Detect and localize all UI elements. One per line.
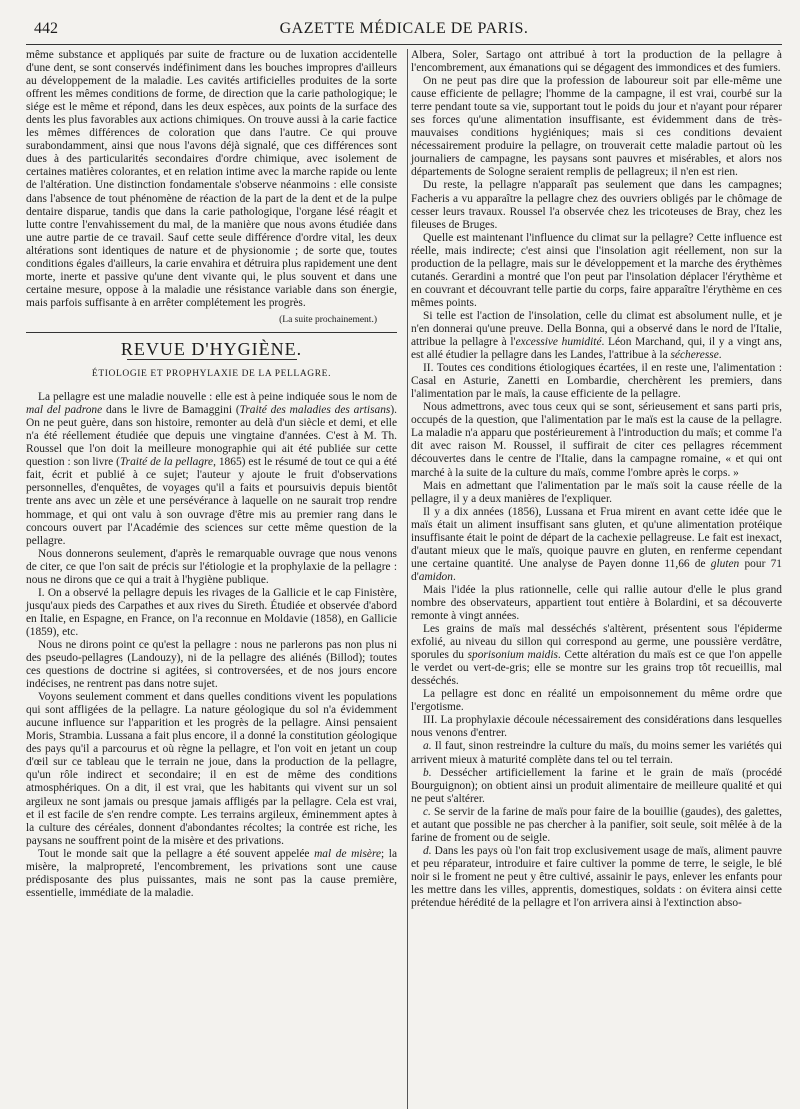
paragraph: Du reste, la pellagre n'apparaît pas seulement que dans les campagnes; Facheris a vu apparaître la pellagre chez des ouvriers obligés par le chômage de cesser leurs travaux. Roussel l'a observée chez les tricoteuses de Bray, chez les fileuses de Bruges.	[411, 179, 782, 231]
paragraph: La pellagre est une maladie nouvelle : elle est à peine indiquée sous le nom de mal del padrone dans le livre de Bamaggini (Traité des maladies des artisans). On ne peut guère, dans son histoire, remonter au delà d'un siècle et demi, et elle n'a été réellement étudiée que depuis une vingtaine d'années. C'est à M. Th. Roussel que l'on doit la meilleure monographie qui ait été publiée sur cette question : son livre (Traité de la pellagre, 1865) est le résumé de tout ce qui a été fait, écrit et publié à ce sujet; l'auteur y ajoute le fruit d'observations personnelles, d'enquêtes, de voyages qu'il a faits et poursuivis depuis bientôt trente ans avec un zèle et une persévérance à laquelle on ne saurait trop rendre hommage, et qui ont valu à son ouvrage d'être mis au premier rang dans le concours ouvert par l'Académie des sciences sur cette même question de la pellagre.	[26, 391, 397, 547]
paragraph: III. La prophylaxie découle nécessairement des considérations dans lesquelles nous venons d'entrer.	[411, 714, 782, 740]
paragraph: Si telle est l'action de l'insolation, celle du climat est absolument nulle, et je n'en donnerai qu'une preuve. Della Bonna, qui a observé dans le nord de l'Italie, attribue la pellagre à l'excessive humidité. Léon Marchand, qui, il y a vingt ans, est allé étudier la pellagre dans les Landes, l'attribue à la sécheresse.	[411, 309, 782, 362]
paragraph: Nous ne dirons point ce qu'est la pellagre : nous ne parlerons pas non plus ni des pseudo-pellagres (Landouzy), ni de la pellagre des aliénés (Billod); toutes ces questions de doctrine si agitées, si controversées, et de nos jours encore indécises, ne rentrent pas dans notre sujet.	[26, 638, 397, 691]
list-item: b. Dessécher artificiellement la farine et le grain de maïs (procédé Bourguignon); on obtient ainsi un produit alimentaire de meilleure qualité et qui ne peut s'altérer.	[411, 766, 782, 805]
journal-title: GAZETTE MÉDICALE DE PARIS.	[279, 20, 529, 37]
left-column	[26, 49, 397, 910]
paragraph: La pellagre est donc en réalité un empoisonnement du même ordre que l'ergotisme.	[411, 688, 782, 714]
continued-note: (La suite prochainement.)	[279, 314, 377, 325]
list-item: a. Il faut, sinon restreindre la culture du maïs, du moins semer les variétés qui arrivent mieux à maturité complète dans tel ou tel terrain.	[411, 740, 782, 766]
paragraph: Il y a dix années (1856), Lussana et Frua mirent en avant cette idée que le maïs était un aliment insuffisant sans gluten, et qu'une alimentation protéique insuffisante était le point de départ de la cachexie pellagreuse. Le fait est inexact, d'autant mieux que le maïs, quoique pauvre en gluten, en renferme cependant une certaine quantité. Une analyse de Payen donne 11,66 de gluten pour 71 d'amidon.	[411, 505, 782, 583]
paragraph: Nous admettrons, avec tous ceux qui se sont, sérieusement et sans parti pris, occupés de la question, que l'alimentation par le maïs est la cause de la pellagre. La maladie n'a apparu que postérieurement à l'introduction du maïs; et comme l'a dit avec raison M. Roussel, il suffirait de citer ces pellagres récemment découvertes dans le centre de l'Italie, dans la campagne romaine, « et qui ont marché à la suite de la culture du maïs, comme l'ombre après le corps. »	[411, 401, 782, 479]
paragraph: Albera, Soler, Sartago ont attribué à tort la production de la pellagre à l'encombrement, aux émanations qui se dégagent des immondices et des fumiers.	[411, 49, 782, 75]
section-subtitle: ÉTIOLOGIE ET PROPHYLAXIE DE LA PELLAGRE.	[91, 369, 332, 380]
paragraph: Quelle est maintenant l'influence du climat sur la pellagre? Cette influence est réelle, mais indirecte; c'est ainsi que l'insolation agit réellement, non sur la production de la pellagre, mais sur le développement et la marche des érythèmes cutanés. Gerardini a montré que l'on peut par l'insolation déplacer l'érythème et en couvrant et découvrant telle partie du corps, faire apparaître l'érythème en ces mêmes points.	[411, 231, 782, 309]
page-number: 442	[34, 20, 58, 37]
right-column	[411, 49, 782, 910]
paragraph: Mais l'idée la plus rationnelle, celle qui rallie autour d'elle le plus grand nombre des observateurs, appartient tout entière à Bolardini, et sa découverte remonte à vingt années.	[411, 583, 782, 623]
section-divider	[26, 332, 397, 333]
heading-underline	[127, 359, 297, 360]
list-item: c. Se servir de la farine de maïs pour faire de la bouillie (gaudes), des galettes, et autant que possible ne pas chercher à la panifier, soit seule, soit mêlée à de la farine de froment ou de seigle.	[411, 805, 782, 844]
paragraph: I. On a observé la pellagre depuis les rivages de la Gallicie et le cap Finistère, jusqu'aux pieds des Carpathes et aux rives du Sireth. Étudiée et observée d'abord en Italie, en Espagne, en France, on l'a reconnue en Moldavie (1858), en Gallicie (1859), etc.	[26, 586, 397, 638]
section-heading	[26, 338, 397, 360]
paragraph: Mais en admettant que l'alimentation par le maïs soit la cause réelle de la pellagre, il y a deux manières de l'expliquer.	[411, 479, 782, 505]
paragraph: Tout le monde sait que la pellagre a été souvent appelée mal de misère; la misère, la malpropreté, l'encombrement, les privations sont une cause prédisposante des plus puissantes, mais ne sont pas la cause première, essentielle, immédiate de la maladie.	[26, 847, 397, 899]
paragraph: II. Toutes ces conditions étiologiques écartées, il en reste une, l'alimentation : Casal en Asturie, Zanetti en Lombardie, cherchèrent les premiers, dans l'alimentation par le maïs, la cause efficiente de la pellagre.	[411, 362, 782, 401]
column-divider	[407, 49, 408, 1109]
paragraph: Voyons seulement comment et dans quelles conditions vivent les populations qui sont affligées de la pellagre. La nature géologique du sol n'a évidemment aucune influence sur l'apparition et les progrès de la pellagre. Ainsi pensaient Moris, Strambia. Lussana a fait plus encore, il a donné la constitution géologique des pays qu'il a parcourus et où règne la pellagre, et l'on voit en jetant un coup d'œil sur ce tableau que le terrain ne joue, dans la production de la pellagre, qu'un rôle indirect et secondaire; il en est de même des conditions atmosphériques. On a dit, il est vrai, que les habitants qui vivent sur un sol argileux ne sont jamais ou presque jamais affligés par la pellagre. Cela est vrai, et il est facile de s'en rendre compte. Les terrains argileux, éminemment aptes à la culture des céréales, donnent d'abondantes récoltes; la contrée est riche, les paysans ne souffrent point de la misère et des privations.	[26, 691, 397, 847]
list-item: d. Dans les pays où l'on fait trop exclusivement usage de maïs, aliment pauvre et peu réparateur, introduire et faire cultiver la pomme de terre, le seigle, le blé noir si le froment ne peut y être cultivé, assainir le pays, enlever les enfants pour les mettre dans les villes, apprentis, domestiques, soldats : on évitera ainsi cette prétendue hérédité de la pellagre et l'on arrivera ainsi à l'extinction abso-	[411, 844, 782, 910]
paragraph: On ne peut pas dire que la profession de laboureur soit par elle-même une cause efficiente de pellagre; l'homme de la campagne, il est vrai, courbé sur la terre pendant toute sa vie, supportant tout le poids du jour et n'ayant pour réparer ses forces qu'une alimentation insuffisante, est évidemment dans de très-mauvaises conditions hygiéniques; mais si ces conditions devaient nécessairement produire la pellagre, on trouverait cette maladie partout où les journaliers de campagne, les paysans sont pauvres et misérables, et alors nos départements de Sologne seraient remplis de pellagreux; il n'en est rien.	[411, 75, 782, 179]
paragraph: Les grains de maïs mal desséchés s'altèrent, présentent sous l'épiderme exfolié, au niveau du sillon qui correspond au germe, une poussière verdâtre, sporules du sporisonium maidis. Cette altération du maïs est ce que l'on appelle le verdet ou vert-de-gris; elle se montre sur les grains trop tôt recueillis, mal desséchés.	[411, 623, 782, 688]
article-columns	[26, 49, 782, 910]
section-title: REVUE D'HYGIÈNE.	[120, 338, 303, 359]
page-header	[26, 14, 782, 45]
intro-paragraph: même substance et appliqués par suite de fracture ou de luxation accidentelle d'une dent, se sont conservés indéfiniment dans les bouches impropres d'ailleurs au développement de la maladie. Les cavités artificielles produites de la sorte offrent les mêmes conditions de forme, de direction que la carie pathologique; le siége est le même et répond, dans les deux espèces, aux points de la surface des dents les plus favorables aux actions chimiques. On trouve aussi à la carie factice les mêmes différences de coloration que dans l'autre. Ce qui prouve surabondamment, ainsi que nous l'avons déjà signalé, que ces différences sont dues à des particularités secondaires d'ordre chimique, avec isolement de certaines matières colorantes, et en relation intime avec la marche rapide ou lente de l'altération. Une distinction fondamentale s'observe néanmoins : elle consiste dans l'absence de tout phénomène de réaction de la part de la dent et de la pulpe dentaire disparue, tandis que dans la carie pathologique, l'organe lésé réagit et lutte contre l'envahissement du mal, de la manière que nous avons étudiée dans une autre partie de ce travail. Sauf cette seule différence d'ordre vital, les deux altérations sont identiques de nature et de physionomie ; de sorte que, toutes conditions égales d'ailleurs, la carie envahira et détruira plus rapidement une dent morte, inerte et passive qu'une dent vivante qui, le plus souvent et dans une certaine mesure, oppose à la maladie une résistance variable dans son énergie, mais parfois suffisante à en arrêter complétement les progrès.	[26, 49, 397, 309]
paragraph: Nous donnerons seulement, d'après le remarquable ouvrage que nous venons de citer, ce que l'on sait de précis sur l'étiologie et la prophylaxie de la pellagre : nous ne dirons que ce qui a trait à l'hygiène publique.	[26, 547, 397, 586]
